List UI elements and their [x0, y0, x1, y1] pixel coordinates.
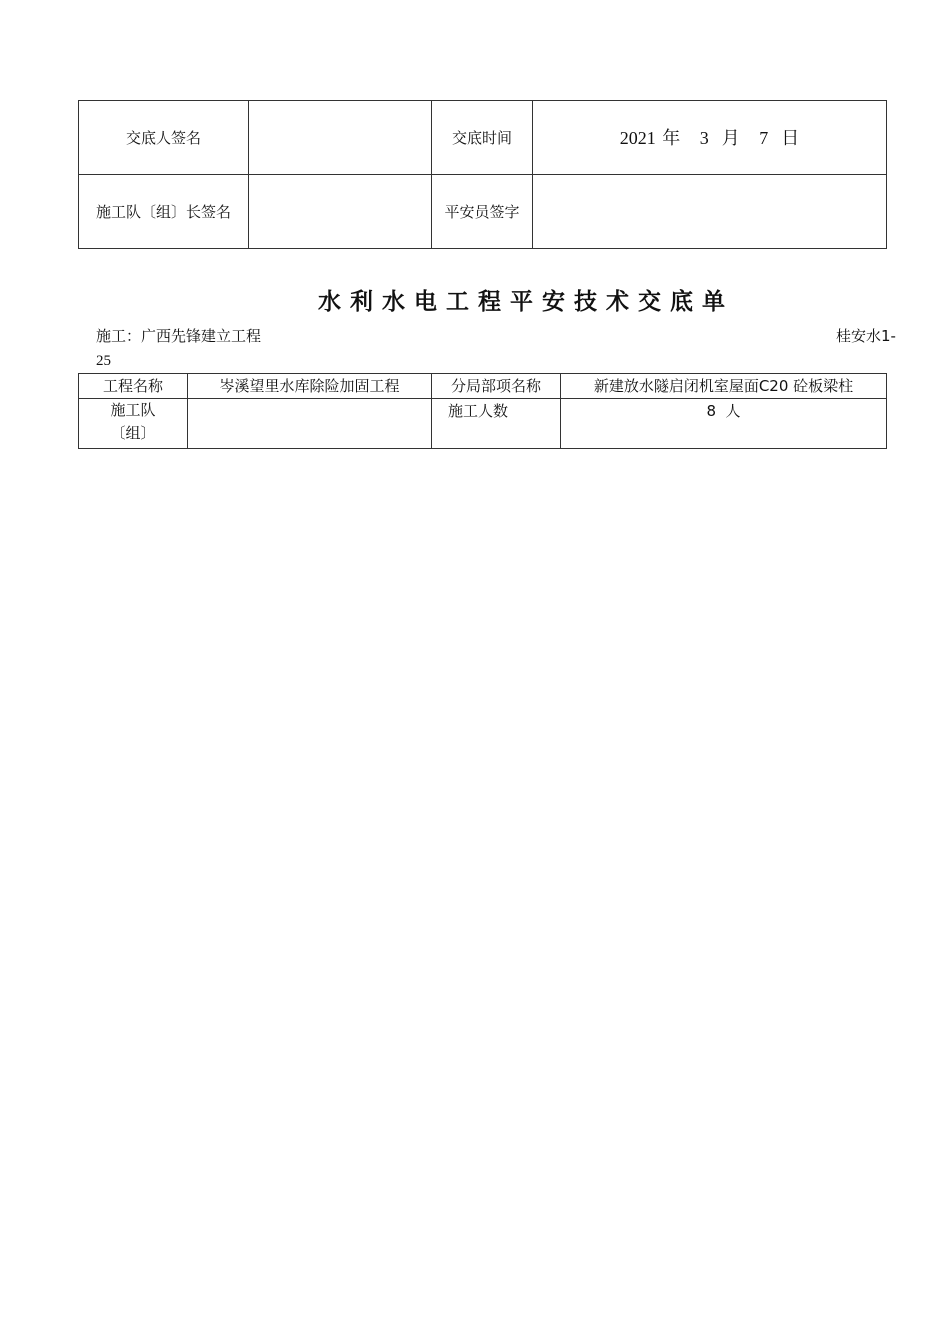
- team-leader-signature-field[interactable]: [249, 175, 432, 249]
- contractor-line: 施工：广西先锋建立工程: [96, 327, 262, 345]
- project-name-value: 岑溪望里水库除险加固工程: [188, 374, 432, 399]
- briefing-date-value[interactable]: 2021 年 3 月 7 日: [533, 101, 887, 175]
- presenter-signature-field[interactable]: [249, 101, 432, 175]
- document-number: 桂安水1-: [836, 327, 896, 345]
- team-value[interactable]: [188, 399, 432, 449]
- project-name-label: 工程名称: [79, 374, 188, 399]
- sub-item-label: 分局部项名称: [432, 374, 561, 399]
- presenter-signature-label: 交底人签名: [79, 101, 249, 175]
- project-row: [79, 374, 887, 399]
- safety-officer-signature-label: 平安员签字: [432, 175, 533, 249]
- signature-row-presenter: [79, 101, 887, 175]
- safety-officer-signature-field[interactable]: [533, 175, 887, 249]
- document-title: 水利水电工程平安技术交底单: [318, 289, 734, 315]
- team-row: [79, 399, 887, 449]
- briefing-time-label: 交底时间: [432, 101, 533, 175]
- signature-row-team-leader: [79, 175, 887, 249]
- workers-value: 8 人: [561, 399, 887, 449]
- signature-table: [78, 100, 887, 249]
- project-info-table: [78, 373, 887, 449]
- document-number-suffix: 25: [96, 353, 111, 369]
- team-label: 施工队〔组〕: [79, 399, 188, 449]
- team-leader-signature-label: 施工队〔组〕长签名: [79, 175, 249, 249]
- sub-item-value: 新建放水隧启闭机室屋面C20 砼板梁柱: [561, 374, 887, 399]
- workers-label: 施工人数: [432, 399, 561, 449]
